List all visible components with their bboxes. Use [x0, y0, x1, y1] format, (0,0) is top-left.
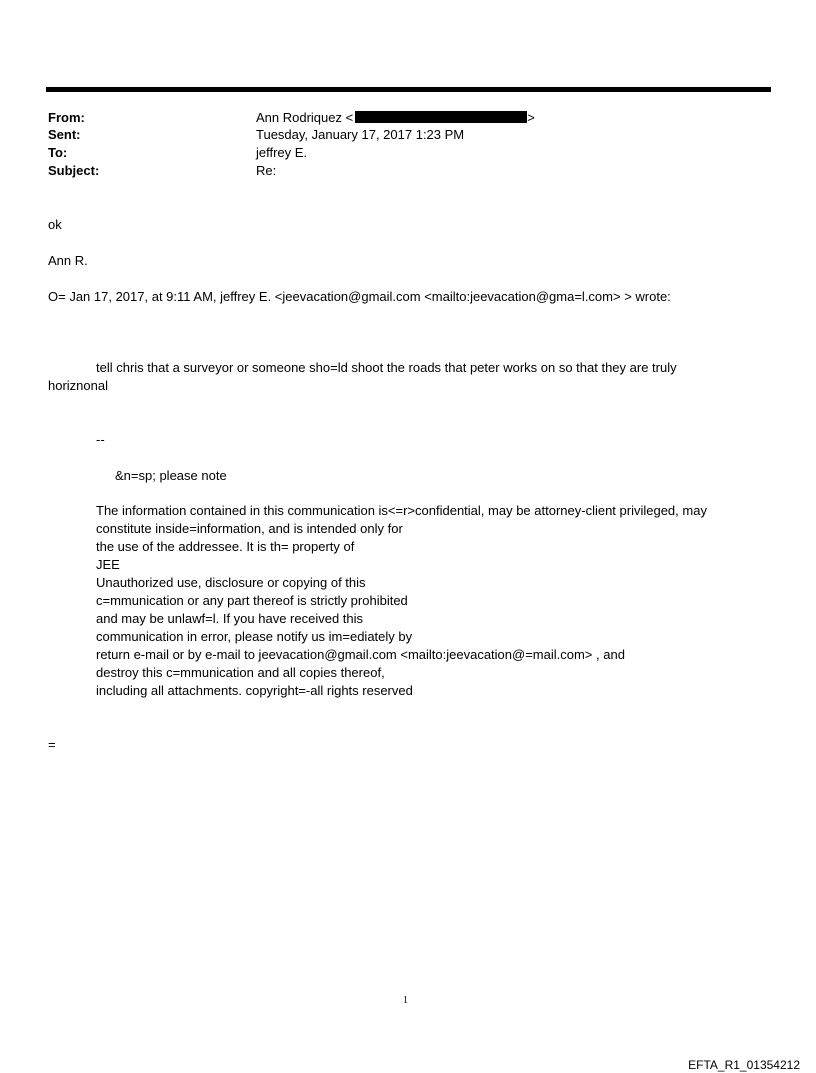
- disclaimer-line: The information contained in this communication is<=r>confidential, may be attorney-client privileged, may: [96, 503, 707, 518]
- message-line-2: horiznonal: [48, 378, 108, 393]
- redaction-block: [355, 111, 527, 123]
- from-name: Ann Rodriquez <: [256, 110, 354, 125]
- message-line-1: tell chris that a surveyor or someone sho=ld shoot the roads that peter works on so that they are truly: [96, 360, 677, 375]
- signature-separator: --: [96, 432, 105, 447]
- disclaimer-line: destroy this c=mmunication and all copies thereof,: [96, 665, 385, 680]
- trailing-equals: =: [48, 737, 56, 752]
- from-label: From:: [48, 110, 85, 125]
- disclaimer-line: return e-mail or by e-mail to jeevacation@gmail.com <mailto:jeevacation@=mail.com> , and: [96, 647, 625, 662]
- disclaimer-line: and may be unlawf=l. If you have received this: [96, 611, 364, 626]
- disclaimer-line: c=mmunication or any part thereof is strictly prohibited: [96, 593, 408, 608]
- page-number: 1: [403, 995, 408, 1006]
- disclaimer-line: Unauthorized use, disclosure or copying of this: [96, 575, 366, 590]
- header-divider: [46, 87, 771, 92]
- sent-value: Tuesday, January 17, 2017 1:23 PM: [256, 127, 465, 142]
- subject-label: Subject:: [48, 163, 100, 178]
- disclaimer-line: including all attachments. copyright=-all rights reserved: [96, 683, 413, 698]
- to-label: To:: [48, 145, 68, 160]
- disclaimer-line: constitute inside=information, and is intended only for: [96, 521, 403, 536]
- from-tail: >: [527, 110, 535, 125]
- signature: Ann R.: [48, 253, 88, 268]
- from-value: [256, 110, 535, 126]
- subject-value: Re:: [256, 163, 277, 178]
- quote-intro: O= Jan 17, 2017, at 9:11 AM, jeffrey E. <jeevacation@gmail.com <mailto:jeevacation@gma=l.com> > wrote:: [48, 289, 671, 304]
- document-id: EFTA_R1_01354212: [688, 1058, 800, 1072]
- disclaimer-line: the use of the addressee. It is th= property of: [96, 539, 355, 554]
- disclaimer-line: communication in error, please notify us im=ediately by: [96, 629, 413, 644]
- reply-text: ok: [48, 217, 62, 232]
- please-note: &n=sp; please note: [115, 468, 227, 483]
- sent-label: Sent:: [48, 127, 81, 142]
- disclaimer-line: JEE: [96, 557, 120, 572]
- to-value: jeffrey E.: [256, 145, 308, 160]
